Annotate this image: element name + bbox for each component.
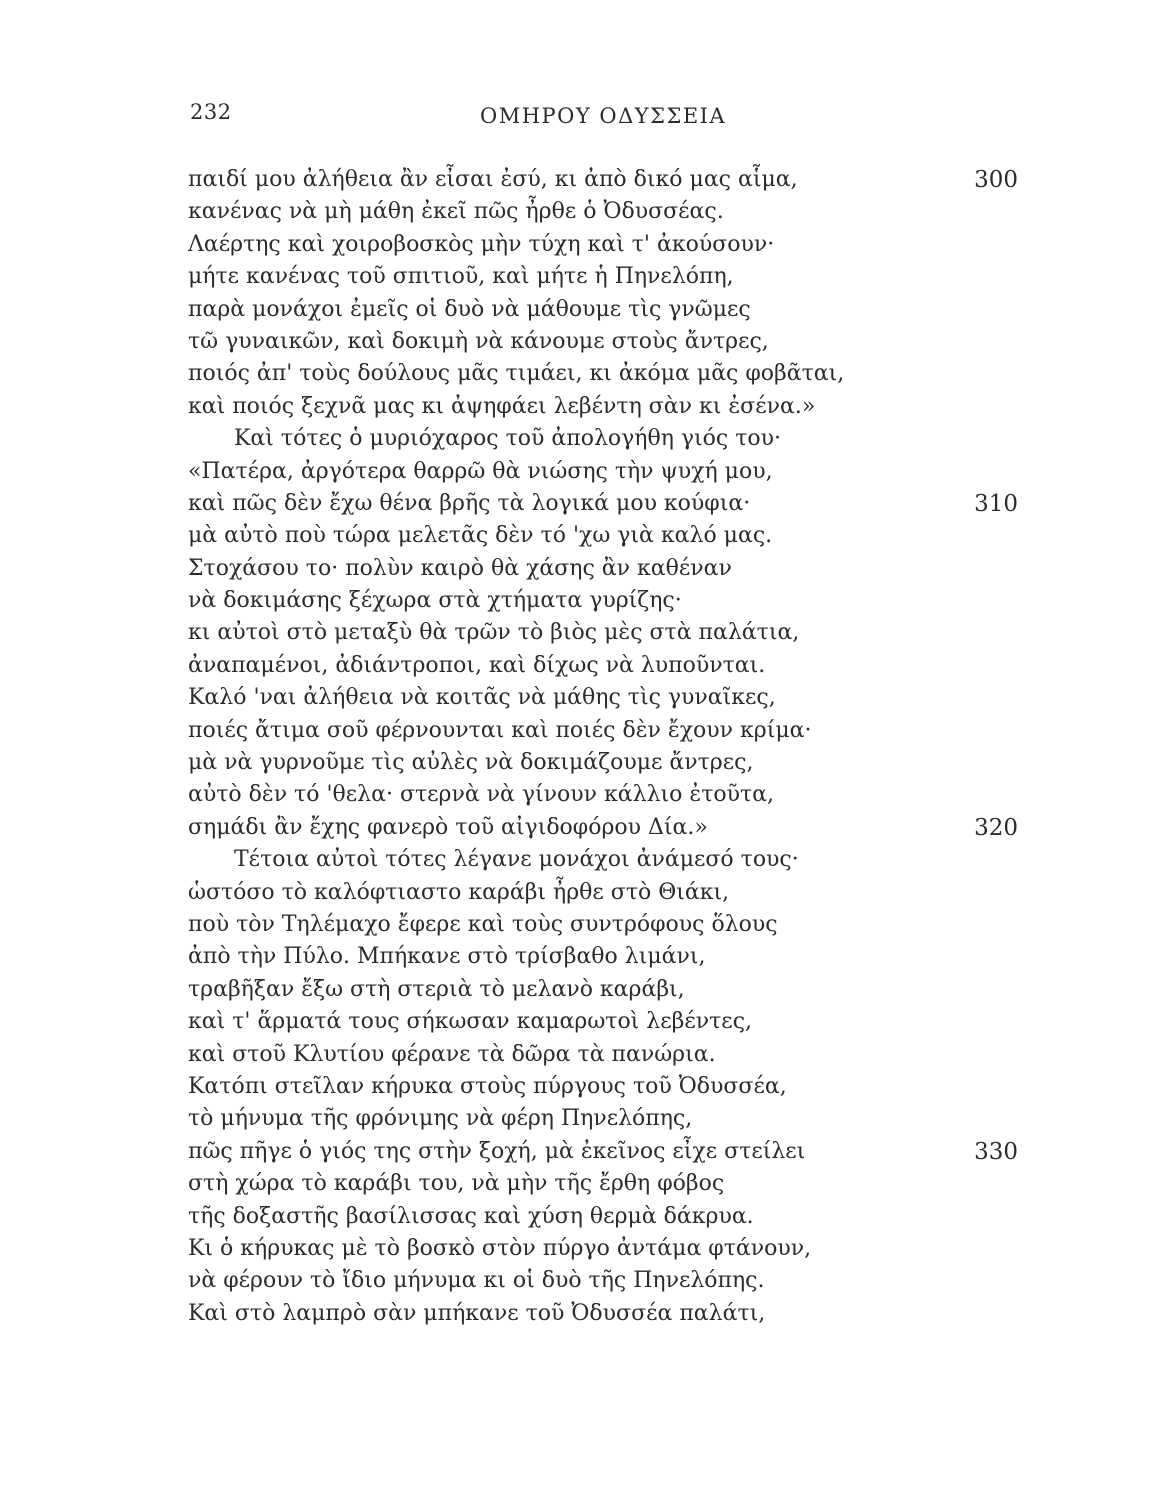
verse-text: ποὺ τὸν Τηλέμαχο ἔφερε καὶ τοὺς συντρόφους ὅλους (188, 911, 778, 937)
line-number: 330 (974, 1138, 1018, 1165)
verse-line (188, 1071, 1018, 1103)
verse-line (188, 1103, 1018, 1135)
line-number: 300 (974, 167, 1018, 193)
verse-line (188, 358, 1018, 390)
verse-text: ὡστόσο τὸ καλόφτιαστο καράβι ἦρθε στὸ Θιάκι, (188, 879, 730, 905)
verse-line (188, 941, 1018, 973)
verse-line (188, 1136, 1018, 1168)
verse-line (188, 1039, 1018, 1071)
verse-line (188, 423, 1018, 455)
verse-text: νὰ φέρουν τὸ ἴδιο μήνυμα κι οἱ δυὸ τῆς Πηνελόπης. (188, 1268, 765, 1294)
verse-text: Κατόπι στεῖλαν κήρυκα στοὺς πύργους τοῦ Ὀδυσσέα, (188, 1073, 787, 1099)
page-header (190, 100, 1020, 136)
verse-text: αὐτὸ δὲν τό 'θελα· στερνὰ νὰ γίνουν κάλλιο ἐτοῦτα, (188, 782, 775, 808)
verse-lines (188, 164, 1018, 1330)
verse-line (188, 844, 1018, 876)
verse-line (188, 326, 1018, 358)
verse-line (188, 520, 1018, 552)
verse-line (188, 164, 1018, 196)
verse-line (188, 1298, 1018, 1330)
line-number: 310 (974, 490, 1018, 517)
verse-line (188, 261, 1018, 293)
verse-text: τῶ γυναικῶν, καὶ δοκιμὴ νὰ κάνουμε στοὺς ἄντρες, (188, 328, 769, 354)
verse-line (188, 909, 1018, 941)
verse-text: νὰ δοκιμάσης ξέχωρα στὰ χτήματα γυρίζης· (188, 588, 682, 614)
verse-text: μήτε κανένας τοῦ σπιτιοῦ, καὶ μήτε ἡ Πηνελόπη, (188, 264, 734, 290)
verse-text: παρὰ μονάχοι ἐμεῖς οἱ δυὸ νὰ μάθουμε τὶς γνῶμες (188, 296, 751, 322)
verse-text: στὴ χώρα τὸ καράβι του, νὰ μὴν τῆς ἔρθη φόβος (188, 1171, 725, 1197)
verse-text: καὶ πῶς δὲν ἔχω θένα βρῆς τὰ λογικά μου κούφια· (188, 490, 751, 516)
verse-line (188, 553, 1018, 585)
verse-text: Καλό 'ναι ἀλήθεια νὰ κοιτᾶς νὰ μάθης τὶς γυναῖκες, (188, 685, 776, 711)
verse-line (188, 1006, 1018, 1038)
verse-text: πῶς πῆγε ὁ γιός της στὴν ξοχή, μὰ ἐκεῖνος εἶχε στείλει (188, 1138, 806, 1164)
verse-text: Καὶ στὸ λαμπρὸ σὰν μπήκανε τοῦ Ὀδυσσέα παλάτι, (188, 1300, 766, 1326)
verse-line (188, 456, 1018, 488)
verse-text: σημάδι ἂν ἔχης φανερὸ τοῦ αἰγιδοφόρου Δία.» (188, 814, 708, 840)
verse-line (188, 229, 1018, 261)
verse-text: Λαέρτης καὶ χοιροβοσκὸς μὴν τύχη καὶ τ' ἀκούσουν· (188, 231, 775, 257)
verse-text: τραβῆξαν ἔξω στὴ στεριὰ τὸ μελανὸ καράβι, (188, 976, 685, 1002)
verse-text: Τέτοια αὐτοὶ τότες λέγανε μονάχοι ἀνάμεσό τους· (234, 847, 799, 873)
verse-line (188, 294, 1018, 326)
verse-line (188, 779, 1018, 811)
verse-text: τὸ μήνυμα τῆς φρόνιμης νὰ φέρη Πηνελόπης, (188, 1106, 693, 1132)
verse-text: παιδί μου ἀλήθεια ἂν εἶσαι ἐσύ, κι ἀπὸ δικό μας αἷμα, (188, 167, 798, 192)
verse-line (188, 488, 1018, 520)
verse-text: Στοχάσου το· πολὺν καιρὸ θὰ χάσης ἂν καθέναν (188, 555, 732, 581)
verse-text: κανένας νὰ μὴ μάθη ἐκεῖ πῶς ἦρθε ὁ Ὀδυσσέας. (188, 199, 724, 225)
verse-line (188, 715, 1018, 747)
verse-text: Καὶ τότες ὁ μυριόχαρος τοῦ ἀπολογήθη γιός του· (234, 426, 782, 452)
verse-text: ἀπὸ τὴν Πύλο. Μπήκανε στὸ τρίσβαθο λιμάνι, (188, 944, 706, 970)
verse-line (188, 1168, 1018, 1200)
page-number: 232 (190, 100, 232, 124)
verse-line (188, 585, 1018, 617)
verse-line (188, 682, 1018, 714)
running-title: ΟΜΗΡΟΥ ΟΔΥΣΣΕΙΑ (480, 104, 727, 128)
verse-text: ποιός ἀπ' τοὺς δούλους μᾶς τιμάει, κι ἀκόμα μᾶς φοβᾶται, (188, 361, 845, 387)
verse-text: καὶ τ' ἅρματά τους σήκωσαν καμαρωτοὶ λεβέντες, (188, 1009, 753, 1035)
verse-line (188, 812, 1018, 844)
verse-line (188, 391, 1018, 423)
verse-text: τῆς δοξαστῆς βασίλισσας καὶ χύση θερμὰ δάκρυα. (188, 1203, 754, 1229)
verse-text: καὶ στοῦ Κλυτίου φέρανε τὰ δῶρα τὰ πανώρια. (188, 1041, 716, 1067)
verse-text: Κι ὁ κήρυκας μὲ τὸ βοσκὸ στὸν πύργο ἀντάμα φτάνουν, (188, 1235, 812, 1261)
verse-text: κι αὐτοὶ στὸ μεταξὺ θὰ τρῶν τὸ βιὸς μὲς στὰ παλάτια, (188, 620, 800, 646)
verse-text: ἀναπαμένοι, ἀδιάντροποι, καὶ δίχως νὰ λυποῦνται. (188, 652, 766, 678)
verse-line (188, 974, 1018, 1006)
verse-text: καὶ ποιός ξεχνᾶ μας κι ἀψηφάει λεβέντη σὰν κι ἐσένα.» (188, 393, 816, 419)
verse-line (188, 877, 1018, 909)
line-number: 320 (974, 814, 1018, 841)
verse-line (188, 1201, 1018, 1233)
verse-line (188, 1265, 1018, 1297)
verse-line (188, 747, 1018, 779)
verse-line (188, 617, 1018, 649)
verse-text: «Πατέρα, ἀργότερα θαρρῶ θὰ νιώσης τὴν ψυχή μου, (188, 458, 773, 484)
verse-text: ποιές ἄτιμα σοῦ φέρνουνται καὶ ποιές δὲν ἔχουν κρίμα· (188, 717, 812, 743)
verse-text: μὰ αὐτὸ ποὺ τώρα μελετᾶς δὲν τό 'χω γιὰ καλό μας. (188, 523, 773, 549)
verse-line (188, 650, 1018, 682)
verse-line (188, 1233, 1018, 1265)
verse-line (188, 196, 1018, 228)
verse-text: μὰ νὰ γυρνοῦμε τὶς αὐλὲς νὰ δοκιμάζουμε ἄντρες, (188, 750, 754, 776)
